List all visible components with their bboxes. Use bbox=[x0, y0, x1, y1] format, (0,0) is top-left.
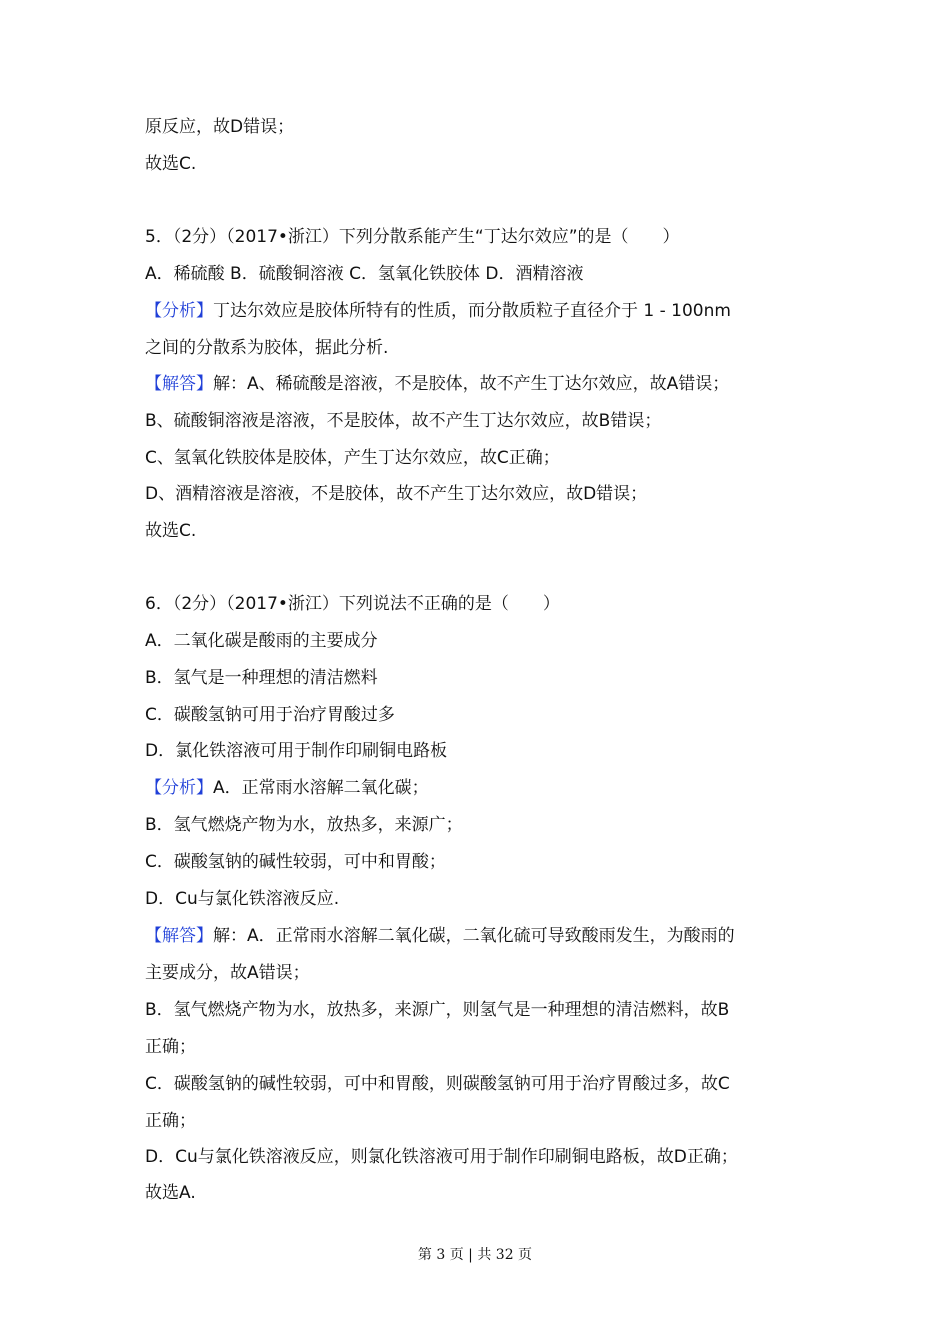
section-tag: 【解答】 bbox=[145, 926, 213, 946]
text-line bbox=[145, 337, 388, 359]
text-line bbox=[145, 373, 729, 395]
text-line bbox=[145, 116, 294, 138]
line-text: D．氯化铁溶液可用于制作印刷铜电路板 bbox=[145, 741, 448, 761]
line-text: B．氢气是一种理想的清洁燃料 bbox=[145, 668, 378, 688]
text-line bbox=[145, 704, 395, 726]
line-text: B、硫酸铜溶液是溶液，不是胶体，故不产生丁达尔效应，故B错误； bbox=[145, 411, 662, 431]
section-tag: 【分析】 bbox=[145, 778, 213, 798]
line-text: 故选C. bbox=[145, 154, 197, 174]
line-text: C．碳酸氢钠的碱性较弱，可中和胃酸； bbox=[145, 852, 446, 872]
page-footer: 第 3 页 | 共 32 页 bbox=[417, 1247, 533, 1263]
section-tag: 【解答】 bbox=[145, 374, 213, 394]
text-line bbox=[145, 851, 446, 873]
text-line bbox=[145, 520, 196, 542]
text-line bbox=[145, 814, 463, 836]
text-line bbox=[145, 777, 429, 799]
line-text: C．碳酸氢钠的碱性较弱，可中和胃酸，则碳酸氢钠可用于治疗胃酸过多，故C bbox=[145, 1074, 730, 1094]
text-line bbox=[145, 962, 310, 984]
text-line bbox=[145, 153, 196, 175]
text-line bbox=[145, 226, 680, 248]
section-tag: 【分析】 bbox=[145, 301, 213, 321]
text-line bbox=[145, 410, 661, 432]
line-text: B．氢气燃烧产物为水，放热多，来源广，则氢气是一种理想的清洁燃料，故B bbox=[145, 1000, 730, 1020]
line-text: D．Cu与氯化铁溶液反应，则氯化铁溶液可用于制作印刷铜电路板，故D正确； bbox=[145, 1147, 738, 1167]
text-line bbox=[145, 1110, 196, 1132]
line-text: A．正常雨水溶解二氧化碳； bbox=[213, 778, 429, 798]
text-line bbox=[145, 630, 378, 652]
text-line bbox=[145, 1073, 730, 1095]
line-text: C．碳酸氢钠可用于治疗胃酸过多 bbox=[145, 705, 395, 725]
line-text: 5．（2分）（2017•浙江）下列分散系能产生“丁达尔效应”的是（ ） bbox=[145, 227, 680, 247]
text-line bbox=[145, 999, 729, 1021]
line-text: 正确； bbox=[145, 1037, 196, 1057]
text-line bbox=[145, 447, 560, 469]
line-text: D、酒精溶液是溶液，不是胶体，故不产生丁达尔效应，故D错误； bbox=[145, 484, 648, 504]
line-text: A．二氧化碳是酸雨的主要成分 bbox=[145, 631, 378, 651]
text-line bbox=[145, 1182, 196, 1204]
line-text: C、氢氧化铁胶体是胶体，产生丁达尔效应，故C正确； bbox=[145, 448, 560, 468]
line-text: 故选A. bbox=[145, 1183, 196, 1203]
line-text: 丁达尔效应是胶体所特有的性质，而分散质粒子直径介于 1 - 100nm bbox=[213, 301, 731, 321]
line-text: D．Cu与氯化铁溶液反应. bbox=[145, 889, 340, 909]
text-line bbox=[145, 1146, 738, 1168]
line-text: A．稀硫酸 B．硫酸铜溶液 C．氢氧化铁胶体 D．酒精溶液 bbox=[145, 264, 584, 284]
line-text: 主要成分，故A错误； bbox=[145, 963, 310, 983]
text-line bbox=[145, 740, 447, 762]
text-line bbox=[145, 888, 339, 910]
text-line bbox=[145, 300, 731, 322]
line-text: 正确； bbox=[145, 1111, 196, 1131]
line-text: 故选C. bbox=[145, 521, 197, 541]
line-text: B．氢气燃烧产物为水，放热多，来源广； bbox=[145, 815, 463, 835]
line-text: 6．（2分）（2017•浙江）下列说法不正确的是（ ） bbox=[145, 594, 560, 614]
text-line bbox=[145, 1036, 196, 1058]
line-text: 原反应，故D错误； bbox=[145, 117, 295, 137]
line-text: 解：A．正常雨水溶解二氧化碳，二氧化硫可导致酸雨发生，为酸雨的 bbox=[213, 926, 735, 946]
text-line bbox=[145, 667, 378, 689]
text-line bbox=[145, 483, 647, 505]
text-line bbox=[145, 263, 583, 285]
text-line bbox=[145, 593, 560, 615]
text-line bbox=[145, 925, 735, 947]
line-text: 解：A、稀硫酸是溶液，不是胶体，故不产生丁达尔效应，故A错误； bbox=[213, 374, 730, 394]
line-text: 之间的分散系为胶体，据此分析. bbox=[145, 338, 389, 358]
